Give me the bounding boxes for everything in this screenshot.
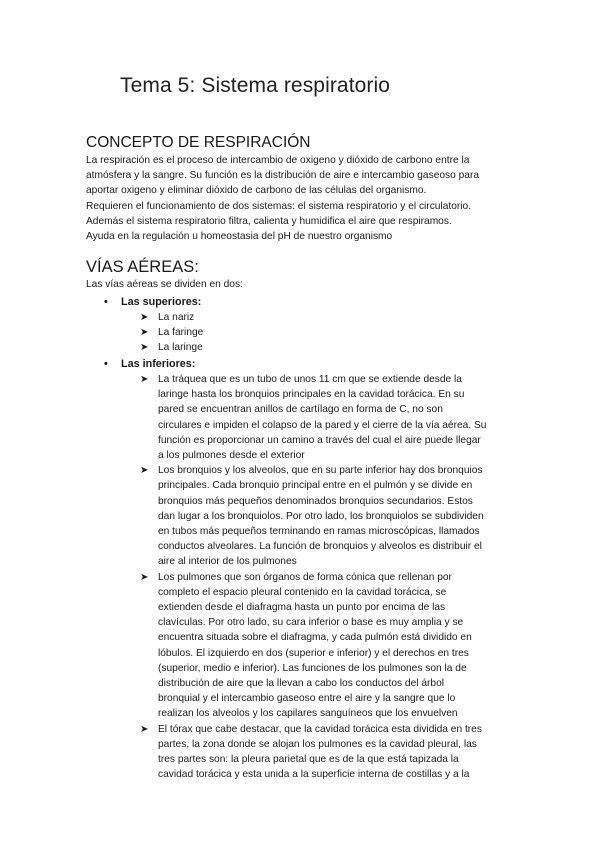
sub-item-line: principales. Cada bronquio principal entre en el pulmón y se divide en [158,480,473,492]
sub-list-item-bronquios [86,463,526,569]
section-heading-vias-aereas: VÍAS AÉREAS: [86,258,199,276]
sub-item-line: cavidad torácica y esta unida a la superficie interna de costillas y a la [158,769,470,781]
sub-item-line: laringe hasta los bronquios principales en la cavidad torácica. En su [158,389,465,401]
superiores-sublist [86,310,526,356]
sub-item-line: bronquios más pequeños denominados bronquios secundarios. Estos [158,495,473,507]
arrow-bullet-icon: ➤ [140,327,149,339]
sub-item-line: lóbulos. El izquierdo en dos (superior e inferior) y el derechos en tres [158,647,469,659]
sub-item-line: bronquial y el intercambio gaseoso entre el aire y la sangre que lo [158,693,456,705]
sub-list-item-traquea [86,372,526,463]
bullet-item-superiores [86,294,526,310]
bullet-icon: • [104,358,108,370]
sub-list-item [86,310,526,325]
vias-aereas-intro: Las vías aéreas se dividen en dos: [86,279,243,290]
paragraph-line: atmósfera y la sangre. Su función es la distribución de aire e intercambio gaseoso para [86,170,480,182]
sub-item-line: partes, la zona donde se alojan los pulmones es la cavidad pleural, las [158,738,477,750]
sub-item-line: encuentra situada sobre el diafragma, y cada pulmón está dividido en [158,632,472,644]
sub-item-line: El tórax que cabe destacar, que la cavidad torácica esta dividida en tres [158,723,482,735]
sub-item-line: extienden desde el diafragma hasta un punto por encima de las [158,602,446,614]
sub-list-item [86,325,526,340]
paragraph-line: Además el sistema respiratorio filtra, calienta y humidifica el aire que respiramos. [86,215,452,227]
sub-item-line: tres partes son: la pleura parietal que es de la que está tapizada la [158,754,459,766]
paragraph-line: La respiración es el proceso de intercambio de oxigeno y dióxido de carbono entre la [86,155,470,166]
sub-list-item [86,340,526,355]
sub-item-line: función es proporcionar un camino a través del cual el aire puede llegar [158,434,481,446]
document-title: Tema 5: Sistema respiratorio [120,74,391,97]
arrow-bullet-icon: ➤ [140,342,149,354]
sub-item-line: La tráquea que es un tubo de unos 11 cm que se extiende desde la [158,374,462,385]
bullet-icon: • [104,296,108,308]
paragraph-line: aportar oxigeno y eliminar dióxido de carbono de las células del organismo. [86,185,427,197]
sub-item-line: conductos alveolares. La función de bronquios y alveolos es distribuir el [158,541,482,553]
sub-item-text: La faringe [158,327,204,339]
bullet-label: Las superiores: [121,296,202,308]
section-heading-respiracion: CONCEPTO DE RESPIRACIÓN [86,134,311,151]
sub-item-line: dan lugar a los bronquiolos. Por otro lado, los bronquiolos se subdividen [158,510,484,522]
sub-item-text: La laringe [158,342,203,354]
sub-list-item-torax [86,722,526,783]
sub-item-line: pared se encuentran anillos de cartílago en forma de C, no son [158,404,443,416]
respiracion-paragraph [86,153,526,244]
sub-list-item-pulmones [86,570,526,722]
sub-item-line: Los pulmones que son órganos de forma cónica que rellenan por [158,571,452,583]
sub-item-line: aire al interior de los pulmones [158,556,297,568]
sub-item-text: La nariz [158,312,195,323]
inferiores-sublist [86,372,526,782]
arrow-bullet-icon: ➤ [140,312,149,323]
sub-item-line: completo el espacio pleural contenido en la cavidad torácica, se [158,586,447,598]
bullet-item-inferiores [86,356,526,372]
arrow-bullet-icon: ➤ [140,571,149,583]
sub-item-line: en tubos más pequeños terminando en ramas microscópicas, llamados [158,526,480,538]
arrow-bullet-icon: ➤ [140,723,149,735]
inferiores-list [86,356,526,782]
sub-item-line: clavículas. Por otro lado, su cara inferior o base es muy amplia y se [158,617,464,629]
sub-item-line: realizan los alveolos y los capilares sanguíneos que los envuelven [158,708,458,720]
paragraph-line: Requieren el funcionamiento de dos sistemas: el sistema respiratorio y el circulatorio. [86,200,472,212]
arrow-bullet-icon: ➤ [140,465,149,477]
superiores-list [86,294,526,356]
sub-item-line: (superior, medio e inferior). Las funciones de los pulmones son la de [158,662,467,674]
sub-item-line: Los bronquios y los alveolos, que en su parte inferior hay dos bronquios [158,465,483,477]
sub-item-line: distribución de aire que la llevan a cabo los conductos del árbol [158,678,444,690]
sub-item-line: circulares e impiden el colapso de la pared y el cierre de la vía aérea. Su [158,419,487,431]
bullet-label: Las inferiores: [121,358,196,370]
paragraph-line: Ayuda en la regulación u homeostasia del pH de nuestro organismo [86,231,393,243]
sub-item-line: a los pulmones desde el exterior [158,450,305,462]
arrow-bullet-icon: ➤ [140,374,149,385]
